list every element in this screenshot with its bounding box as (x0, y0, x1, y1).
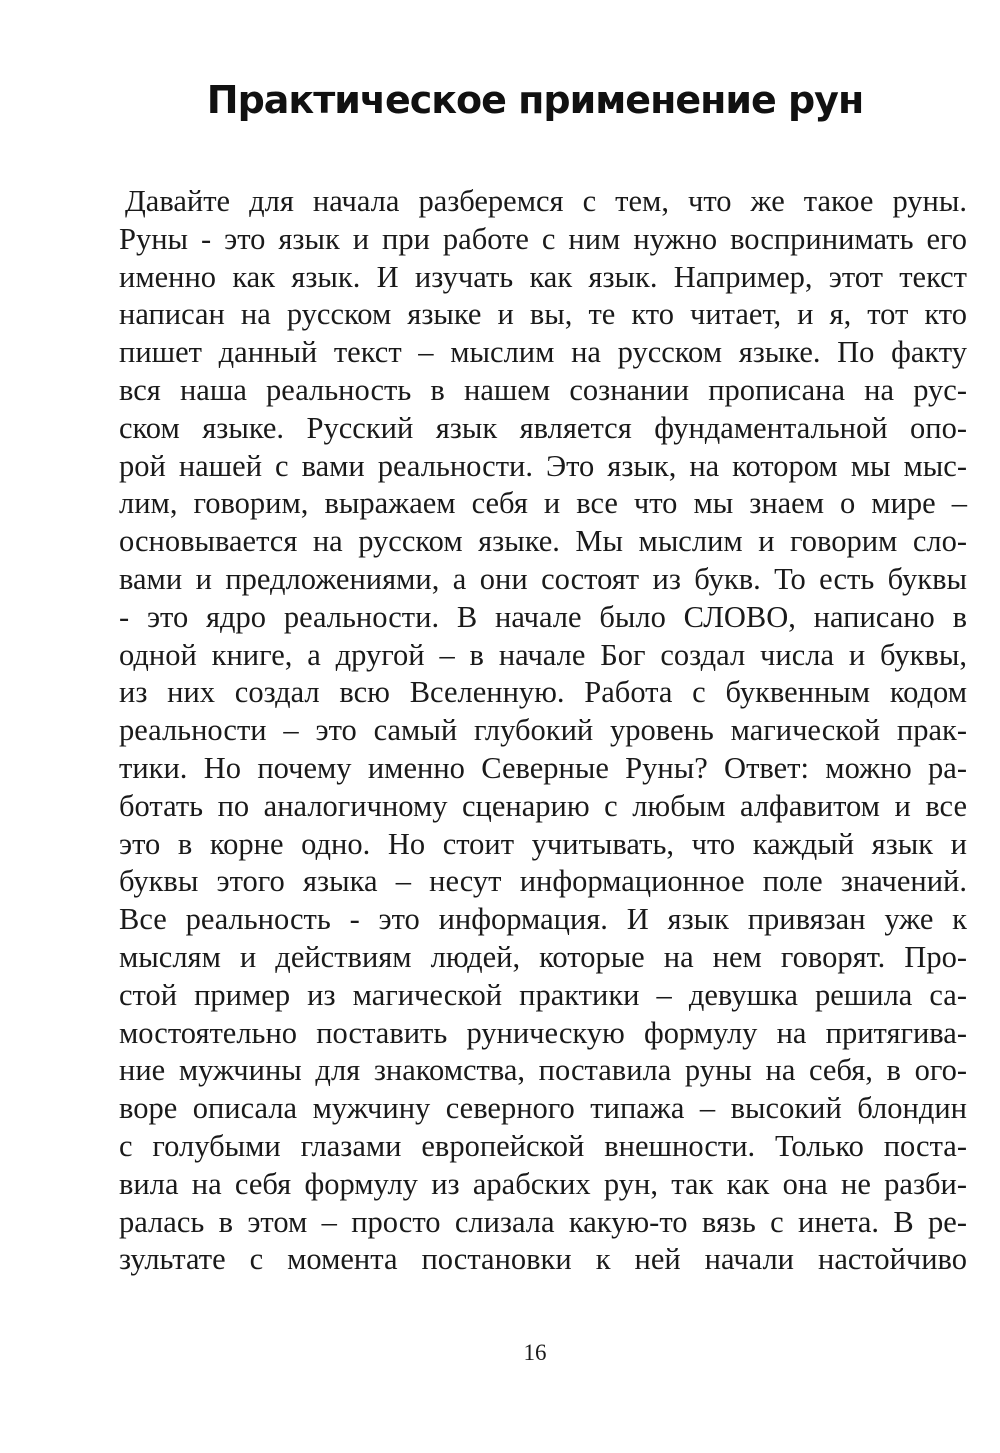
text-line: именно как язык. И изучать как язык. Например, этот текст (119, 259, 967, 294)
text-line: Руны - это язык и при работе с ним нужно воспринимать его (119, 221, 967, 256)
text-line: вами и предложениями, а они состоят из букв. То есть буквы (119, 561, 967, 596)
text-line: мыслям и действиям людей, которые на нем говорят. Про- (119, 939, 967, 974)
text-line: реальности – это самый глубокий уровень магической прак- (119, 713, 967, 748)
text-line: воре описала мужчину северного типажа – высокий блондин (119, 1091, 967, 1126)
text-line: зультате с момента постановки к ней начали настойчиво (119, 1242, 967, 1277)
text-line: ском языке. Русский язык является фундаментальной опо- (119, 410, 967, 445)
text-line: вся наша реальность в нашем сознании прописана на рус- (119, 372, 967, 407)
text-line: лим, говорим, выражаем себя и все что мы знаем о мире – (119, 486, 967, 521)
text-line: буквы этого языка – несут информационное поле значений. (119, 864, 967, 899)
text-line: это в корне одно. Но стоит учитывать, что каждый язык и (119, 826, 967, 861)
body-text (119, 183, 967, 1279)
text-line: вила на себя формулу из арабских рун, так как она не разби- (119, 1166, 967, 1201)
text-line: с голубыми глазами европейской внешности. Только поста- (119, 1128, 967, 1163)
text-line: стой пример из магической практики – девушка решила са- (119, 977, 967, 1012)
text-line: ралась в этом – просто слизала какую-то вязь с инета. В ре- (119, 1204, 967, 1239)
text-line: рой нашей с вами реальности. Это язык, на котором мы мыс- (119, 448, 967, 483)
text-line: - это ядро реальности. В начале было СЛОВО, написано в (119, 599, 967, 634)
text-line: Все реальность - это информация. И язык привязан уже к (119, 902, 967, 937)
text-line: ние мужчины для знакомства, поставила руны на себя, в ого- (119, 1053, 967, 1088)
text-line: Давайте для начала разберемся с тем, что же такое руны. (125, 184, 967, 218)
text-line: одной книге, а другой – в начале Бог создал числа и буквы, (119, 637, 967, 672)
page-title: Практическое применение рун (206, 78, 864, 122)
text-line: мостоятельно поставить руническую формулу на притягива- (119, 1015, 967, 1050)
text-line: написан на русском языке и вы, те кто читает, и я, тот кто (119, 297, 967, 332)
text-line: тики. Но почему именно Северные Руны? Ответ: можно ра- (119, 750, 967, 785)
text-line: основывается на русском языке. Мы мыслим и говорим сло- (119, 524, 967, 559)
text-line: пишет данный текст – мыслим на русском языке. По факту (119, 335, 967, 370)
text-line: ботать по аналогичному сценарию с любым алфавитом и все (119, 788, 967, 823)
text-line: из них создал всю Вселенную. Работа с буквенным кодом (119, 675, 967, 710)
page-number: 16 (523, 1340, 547, 1365)
